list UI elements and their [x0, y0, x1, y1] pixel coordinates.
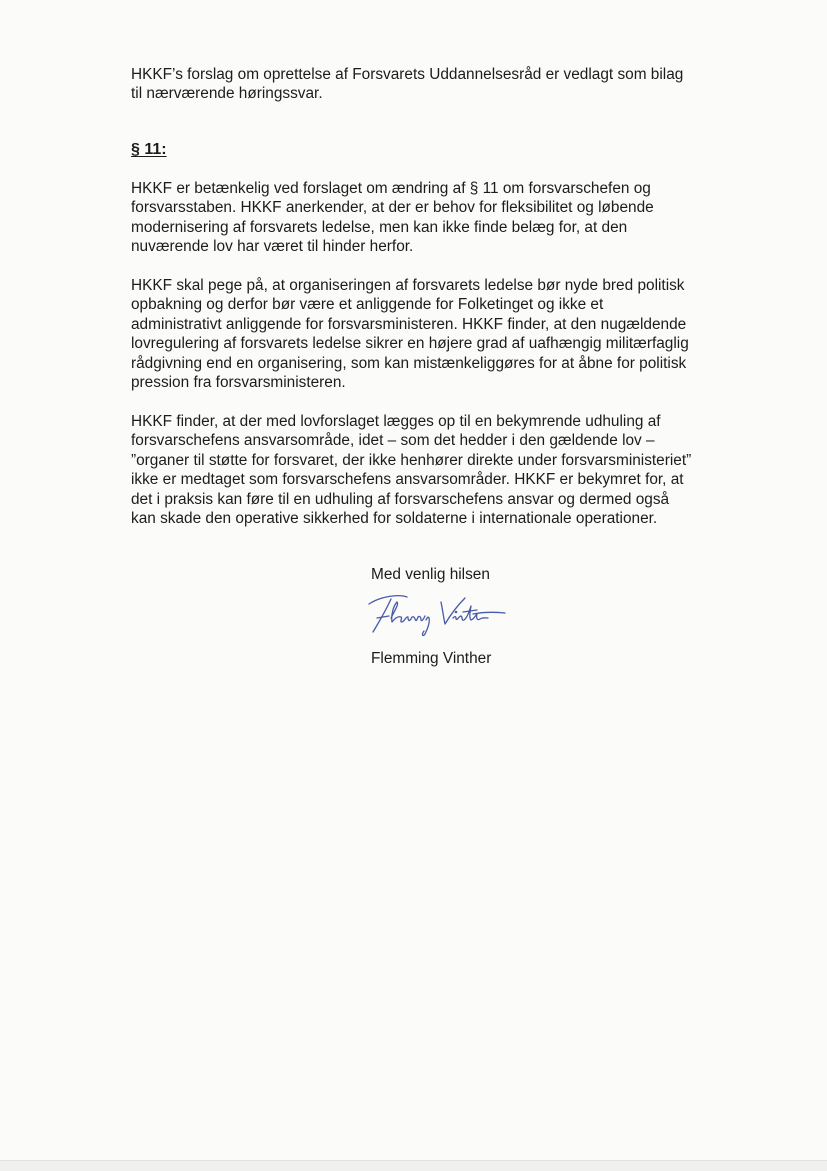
- paragraph-3: [131, 412, 757, 528]
- paragraph-line: forsvarschefens ansvarsområde, idet – som det hedder i den gældende lov –: [131, 432, 655, 450]
- paragraph-line: HKKF er betænkelig ved forslaget om ændring af § 11 om forsvarschefen og: [131, 180, 651, 197]
- paragraph-line: modernisering af forsvarets ledelse, men kan ikke finde belæg for, at den: [131, 218, 628, 236]
- signatory-name: Flemming Vinther: [371, 650, 492, 667]
- intro-line: HKKF’s forslag om oprettelse af Forsvarets Uddannelsesråd er vedlagt som bilag: [131, 66, 684, 83]
- paragraph-line: nuværende lov har været til hinder herfor.: [131, 238, 414, 256]
- paragraph-2: [131, 276, 757, 392]
- paragraph-line: HKKF skal pege på, at organiseringen af forsvarets ledelse bør nyde bred politisk: [131, 277, 685, 294]
- paragraph-line: rådgivning end en organisering, som kan mistænkeliggøres for at åbne for politisk: [131, 354, 687, 372]
- paragraph-line: forsvarsstaben. HKKF anerkender, at der er behov for fleksibilitet og løbende: [131, 199, 654, 217]
- paragraph-line: HKKF finder, at der med lovforslaget lægges op til en bekymrende udhuling af: [131, 413, 661, 430]
- paragraph-line: det i praksis kan føre til en udhuling af forsvarschefens ansvar og dermed også: [131, 490, 670, 508]
- paragraph-line: pression fra forsvarsministeren.: [131, 374, 346, 392]
- intro-paragraph: [131, 65, 757, 104]
- paragraph-line: lovregulering af forsvarets ledelse sikrer en højere grad af uafhængig militærfaglig: [131, 335, 689, 353]
- handwritten-signature: [355, 588, 515, 650]
- paragraph-line: ”organer til støtte for forsvaret, der ikke henhører direkte under forsvarsministeriet”: [131, 451, 692, 469]
- paragraph-line: ikke er medtaget som forsvarschefens ansvarsområder. HKKF er bekymret for, at: [131, 471, 684, 489]
- page-bottom-edge: [0, 1160, 827, 1171]
- intro-line: til nærværende høringssvar.: [131, 85, 323, 103]
- paragraph-line: kan skade den operative sikkerhed for soldaterne i internationale operationer.: [131, 510, 658, 528]
- closing-greeting: Med venlig hilsen: [371, 566, 490, 583]
- section-heading: § 11:: [131, 141, 167, 158]
- paragraph-line: administrativt anliggende for forsvarsministeren. HKKF finder, at den nugældende: [131, 315, 687, 333]
- paragraph-1: [131, 179, 757, 257]
- paragraph-line: opbakning og derfor bør være et anliggende for Folketinget og ikke et: [131, 296, 604, 314]
